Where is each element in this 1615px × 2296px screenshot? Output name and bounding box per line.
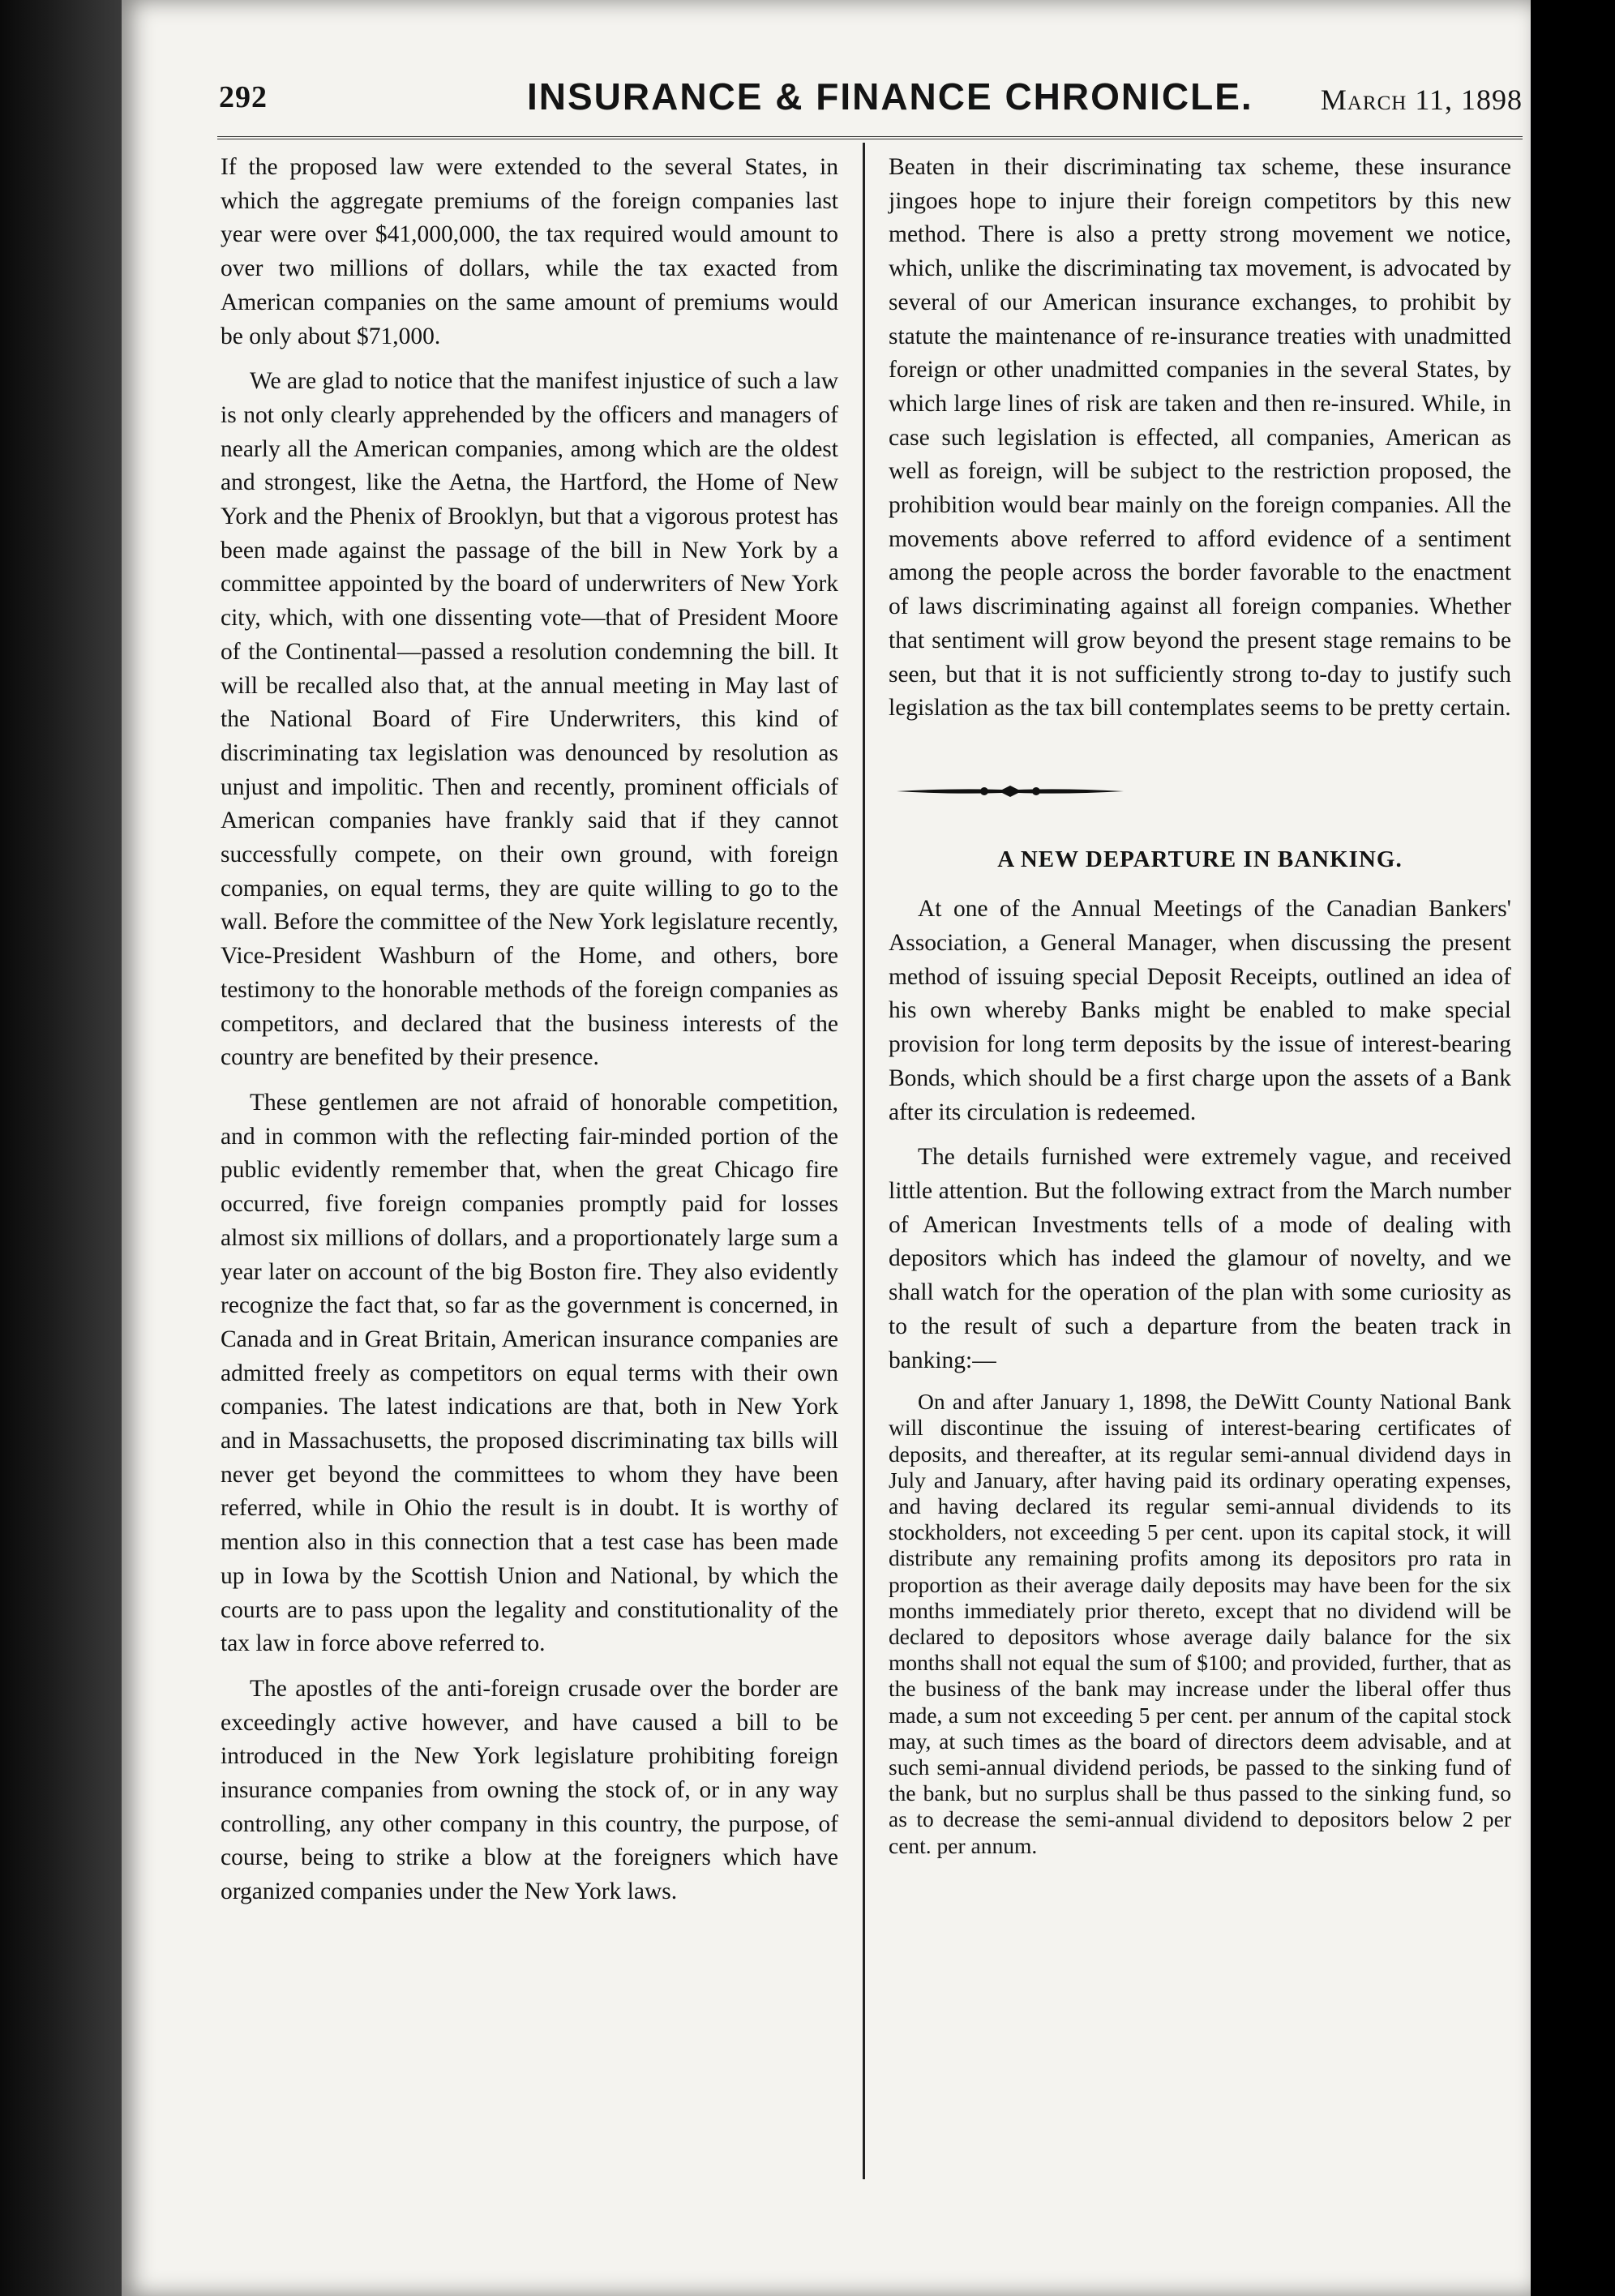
section-heading: A NEW DEPARTURE IN BANKING.	[997, 846, 1403, 872]
paragraph: If the proposed law were extended to the several States, in which the aggregate premiums of the foreign companies last year were over $41,000,000, the tax required would amount to over two millions of dollars, while the tax exacted from American companies on the same amount of premiums would be only about $71,000.	[221, 154, 838, 349]
ornamental-divider	[889, 779, 1132, 803]
column-rule	[863, 143, 865, 2179]
paragraph: The details furnished were extremely vague, and received little attention. But the following extract from the March number of American Investments tells of a mode of dealing with depositors which has indeed the glamour of novelty, and we shall watch for the operation of the plan with some curiosity as to the result of such a departure from the beaten track in banking:—	[889, 1144, 1511, 1373]
paragraph: These gentlemen are not afraid of honorable competition, and in common with the reflecting fair-minded portion of the public evidently remember that, when the great Chicago fire occurred, five foreign companies promptly paid for losses almost six millions of dollars, and a proportionately large sum a year later on account of the big Boston fire. They also evidently recognize the fact that, so far as the government is concerned, in Canada and in Great Britain, American insurance companies are admitted freely as competitors on equal terms with their own companies. The latest indications are that, both in New York and in Massachusetts, the proposed discriminating tax bills will never get beyond the committees to whom they have been referred, while in Ohio the result is in doubt. It is worthy of mention also in this connection that a test case has been made up in Iowa by the Scottish Union and National, by which the courts are to pass upon the legality and constitutionality of the tax law in force above referred to.	[221, 1089, 838, 1657]
issue-date: March 11, 1898	[1320, 84, 1523, 116]
paragraph: At one of the Annual Meetings of the Canadian Bankers' Association, a General Manager, when discussing the present method of issuing special Deposit Receipts, outlined an idea of his own whereby Banks might be enabled to make special provision for long term deposits by the issue of interest-bearing Bonds, which should be a first charge upon the assets of a Bank after its circulation is redeemed.	[889, 896, 1511, 1125]
paragraph: Beaten in their discriminating tax scheme, these insurance jingoes hope to injure their foreign competitors by this new method. There is also a pretty strong movement we notice, which, unlike the discriminating tax movement, is advocated by several of our American insurance exchanges, to prohibit by statute the maintenance of re-insurance treaties with unadmitted foreign or other unadmitted companies in the several States, by which large lines of risk are taken and then re-insured. While, in case such legislation is effected, all companies, American as well as foreign, will be subject to the restriction proposed, the prohibition would bear mainly on the foreign companies. All the movements above referred to afford evidence of a sentiment among the people across the border favorable to the enactment of laws discriminating against all foreign companies. Whether that sentiment will grow beyond the present stage remains to be seen, but that it is not sufficiently strong to-day to justify such legislation as the tax bill contemplates seems to be pretty certain.	[889, 154, 1511, 722]
quoted-paragraph: On and after January 1, 1898, the DeWitt County National Bank will discontinue the issuing of interest-bearing certificates of deposits, and thereafter, at its regular semi-annual dividend days in July and January, after having paid its ordinary operating expenses, and having declared its regular semi-annual dividends to its stockholders, not exceeding 5 per cent. upon its capital stock, it will distribute any remaining profits among its depositors pro rata in proportion as their average daily deposits may have been for the six months immediately prior thereto, except that no dividend will be declared to depositors whose average daily balance for the six months shall not equal the sum of $100; and provided, further, that as the business of the bank may increase under the liberal offer thus made, a sum not exceeding 5 per cent. per annum of the capital stock may, at such times as the board of directors deem advisable, and at such semi-annual dividend periods, be passed to the sinking fund of the bank, but no surplus shall be thus passed to the sinking fund, so as to decrease the semi-annual dividend to depositors below 2 per cent. per annum.	[889, 1389, 1511, 1858]
outer-margin	[1531, 0, 1615, 2296]
paragraph: The apostles of the anti-foreign crusade over the border are exceedingly active however, and have caused a bill to be introduced in the New York legislature prohibiting foreign insurance companies from owning the stock of, or in any way controlling, any other company in this country, the purpose, of course, being to strike a blow at the foreigners which have organized companies under the New York laws.	[221, 1675, 838, 1905]
page-number: 292	[219, 80, 268, 114]
right-column	[889, 151, 1511, 1870]
left-column	[221, 151, 838, 1921]
header-rule	[217, 136, 1523, 139]
publication-title: INSURANCE & FINANCE CHRONICLE.	[527, 75, 1253, 118]
paragraph: We are glad to notice that the manifest injustice of such a law is not only clearly apprehended by the officers and managers of nearly all the American companies, among which are the oldest and strongest, like the Aetna, the Hartford, the Home of New York and the Phenix of Brooklyn, but that a vigorous protest has been made against the passage of the bill in New York by a committee appointed by the board of underwriters of New York city, which, with one dissenting vote—that of President Moore of the Continental—passed a resolution condemning the bill. It will be recalled also that, at the annual meeting in May last of the National Board of Fire Underwriters, this kind of discriminating tax legislation was denounced by resolution as unjust and impolitic. Then and recently, prominent officials of American companies have frankly said that if they cannot successfully compete, on their own ground, with foreign companies, on equal terms, they are quite willing to go to the wall. Before the committee of the New York legislature recently, Vice-President Washburn of the Home, and others, bore testimony to the honorable methods of the foreign companies as competitors, and declared that the business interests of the country are benefited by their presence.	[221, 368, 838, 1071]
running-header	[219, 75, 1524, 131]
book-binding-edge	[0, 0, 122, 2296]
